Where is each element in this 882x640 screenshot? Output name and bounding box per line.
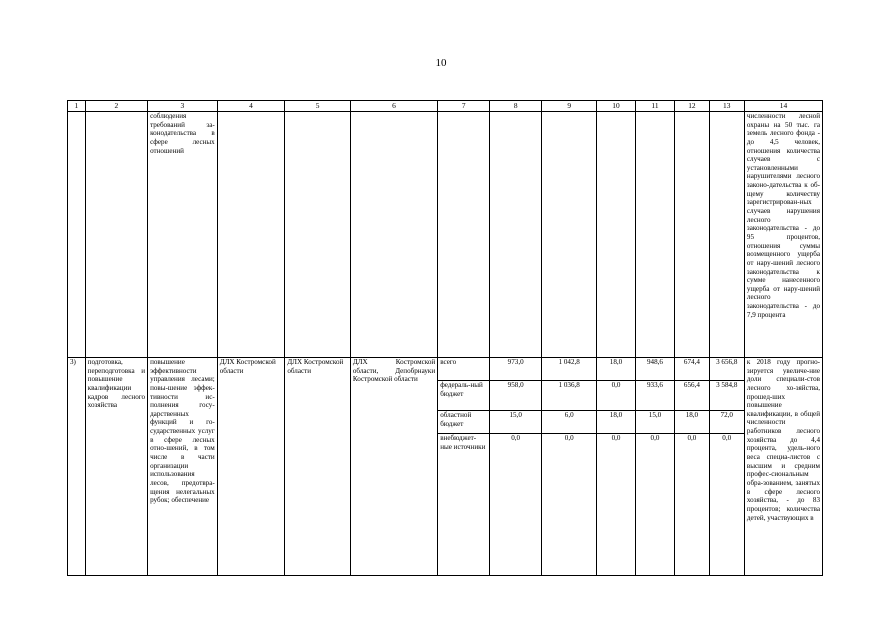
- funding-value: 18,0: [597, 358, 635, 381]
- funding-value: 1 036,8: [542, 381, 597, 411]
- funding-value: 674,4: [675, 358, 709, 381]
- funding-value: 958,0: [490, 381, 542, 411]
- funding-value: 3 584,8: [709, 381, 744, 411]
- funding-source: областной бюджет: [438, 411, 490, 434]
- continuation-row: [68, 112, 823, 358]
- column-header: 10: [597, 101, 635, 112]
- column-header: 13: [709, 101, 744, 112]
- funding-value: 18,0: [597, 411, 635, 434]
- funding-value: 0,0: [490, 434, 542, 576]
- funding-value: 0,0: [675, 434, 709, 576]
- funding-value: 0,0: [709, 434, 744, 576]
- funding-value: 1 042,8: [542, 358, 597, 381]
- funding-value: 933,6: [635, 381, 675, 411]
- column-header: 14: [744, 101, 822, 112]
- column-header: 3: [148, 101, 218, 112]
- funding-value: 6,0: [542, 411, 597, 434]
- funding-value: 15,0: [490, 411, 542, 434]
- column-header: 4: [217, 101, 285, 112]
- column-header: 11: [635, 101, 675, 112]
- funding-value: 948,6: [635, 358, 675, 381]
- funding-value: 656,4: [675, 381, 709, 411]
- funding-row-total: [68, 358, 823, 381]
- participants-cell: ДЛХ Костромской области, Депобрнауки Костромской области: [350, 358, 437, 576]
- program-table: [67, 100, 823, 576]
- column-header: 6: [350, 101, 437, 112]
- funding-source: внебюджет-ные источники: [438, 434, 490, 576]
- funding-value: 72,0: [709, 411, 744, 434]
- funding-value: 15,0: [635, 411, 675, 434]
- funding-source: федераль-ный бюджет: [438, 381, 490, 411]
- funding-value: 973,0: [490, 358, 542, 381]
- funding-value: 0,0: [542, 434, 597, 576]
- item-number: 3): [68, 358, 86, 576]
- responsible-cell: ДЛХ Костромской области: [217, 358, 285, 576]
- column-header: 9: [542, 101, 597, 112]
- column-header: 12: [675, 101, 709, 112]
- column-header: 7: [438, 101, 490, 112]
- item-goal-cell: повышение эффективности управления лесами; повы-шение эффек-тивности ис-полнения госу-дарственных функций и го-сударственных услуг в сфере лесных отно-шений, в том числе в части организации использования лесов, предотвра-щения нелегальных рубок; обеспечение: [148, 358, 218, 576]
- continuation-goal-cell: соблюдения требований за-конодательства в сфере лесных отношений: [148, 112, 218, 358]
- executor-cell: ДЛХ Костромской области: [285, 358, 351, 576]
- item-name-cell: подготовка, переподготовка и повышение квалификации кадров лесного хозяйства: [85, 358, 147, 576]
- column-header: 8: [490, 101, 542, 112]
- funding-value: 3 656,8: [709, 358, 744, 381]
- funding-value: 0,0: [597, 434, 635, 576]
- column-number-row: [68, 101, 823, 112]
- page-number: 10: [435, 57, 447, 69]
- continuation-indicators-cell: численности лесной охраны на 50 тыс. га земель лесного фонда - до 4,5 человек, отношения количества случаев с установленными нарушителями лесного законо-дательства к об-щему количеству зарегистрирован-ных случаев нарушения лесного законодательства - до 95 процентов, отношения суммы возмещенного ущерба от нару-шений лесного законодательства к сумме нанесенного ущерба от нару-шений лесного законодательства - до 7,9 процента: [744, 112, 822, 358]
- column-header: 5: [285, 101, 351, 112]
- funding-source: всего: [438, 358, 490, 381]
- item-indicators-cell: к 2018 году прогно-зируется увеличе-ние доли специали-стов лесного хо-зяйства, прошед-ших повышение квалификации, в общей численности работников лесного хозяйства до 4,4 процента, удель-ного веса специа-листов с высшим и средним профес-сиональным обра-зованием, занятых в сфере лесного хозяйства, - до 83 процентов; количества детей, участвующих в: [744, 358, 822, 576]
- funding-value: 0,0: [597, 381, 635, 411]
- funding-value: 18,0: [675, 411, 709, 434]
- column-header: 1: [68, 101, 86, 112]
- funding-value: 0,0: [635, 434, 675, 576]
- column-header: 2: [85, 101, 147, 112]
